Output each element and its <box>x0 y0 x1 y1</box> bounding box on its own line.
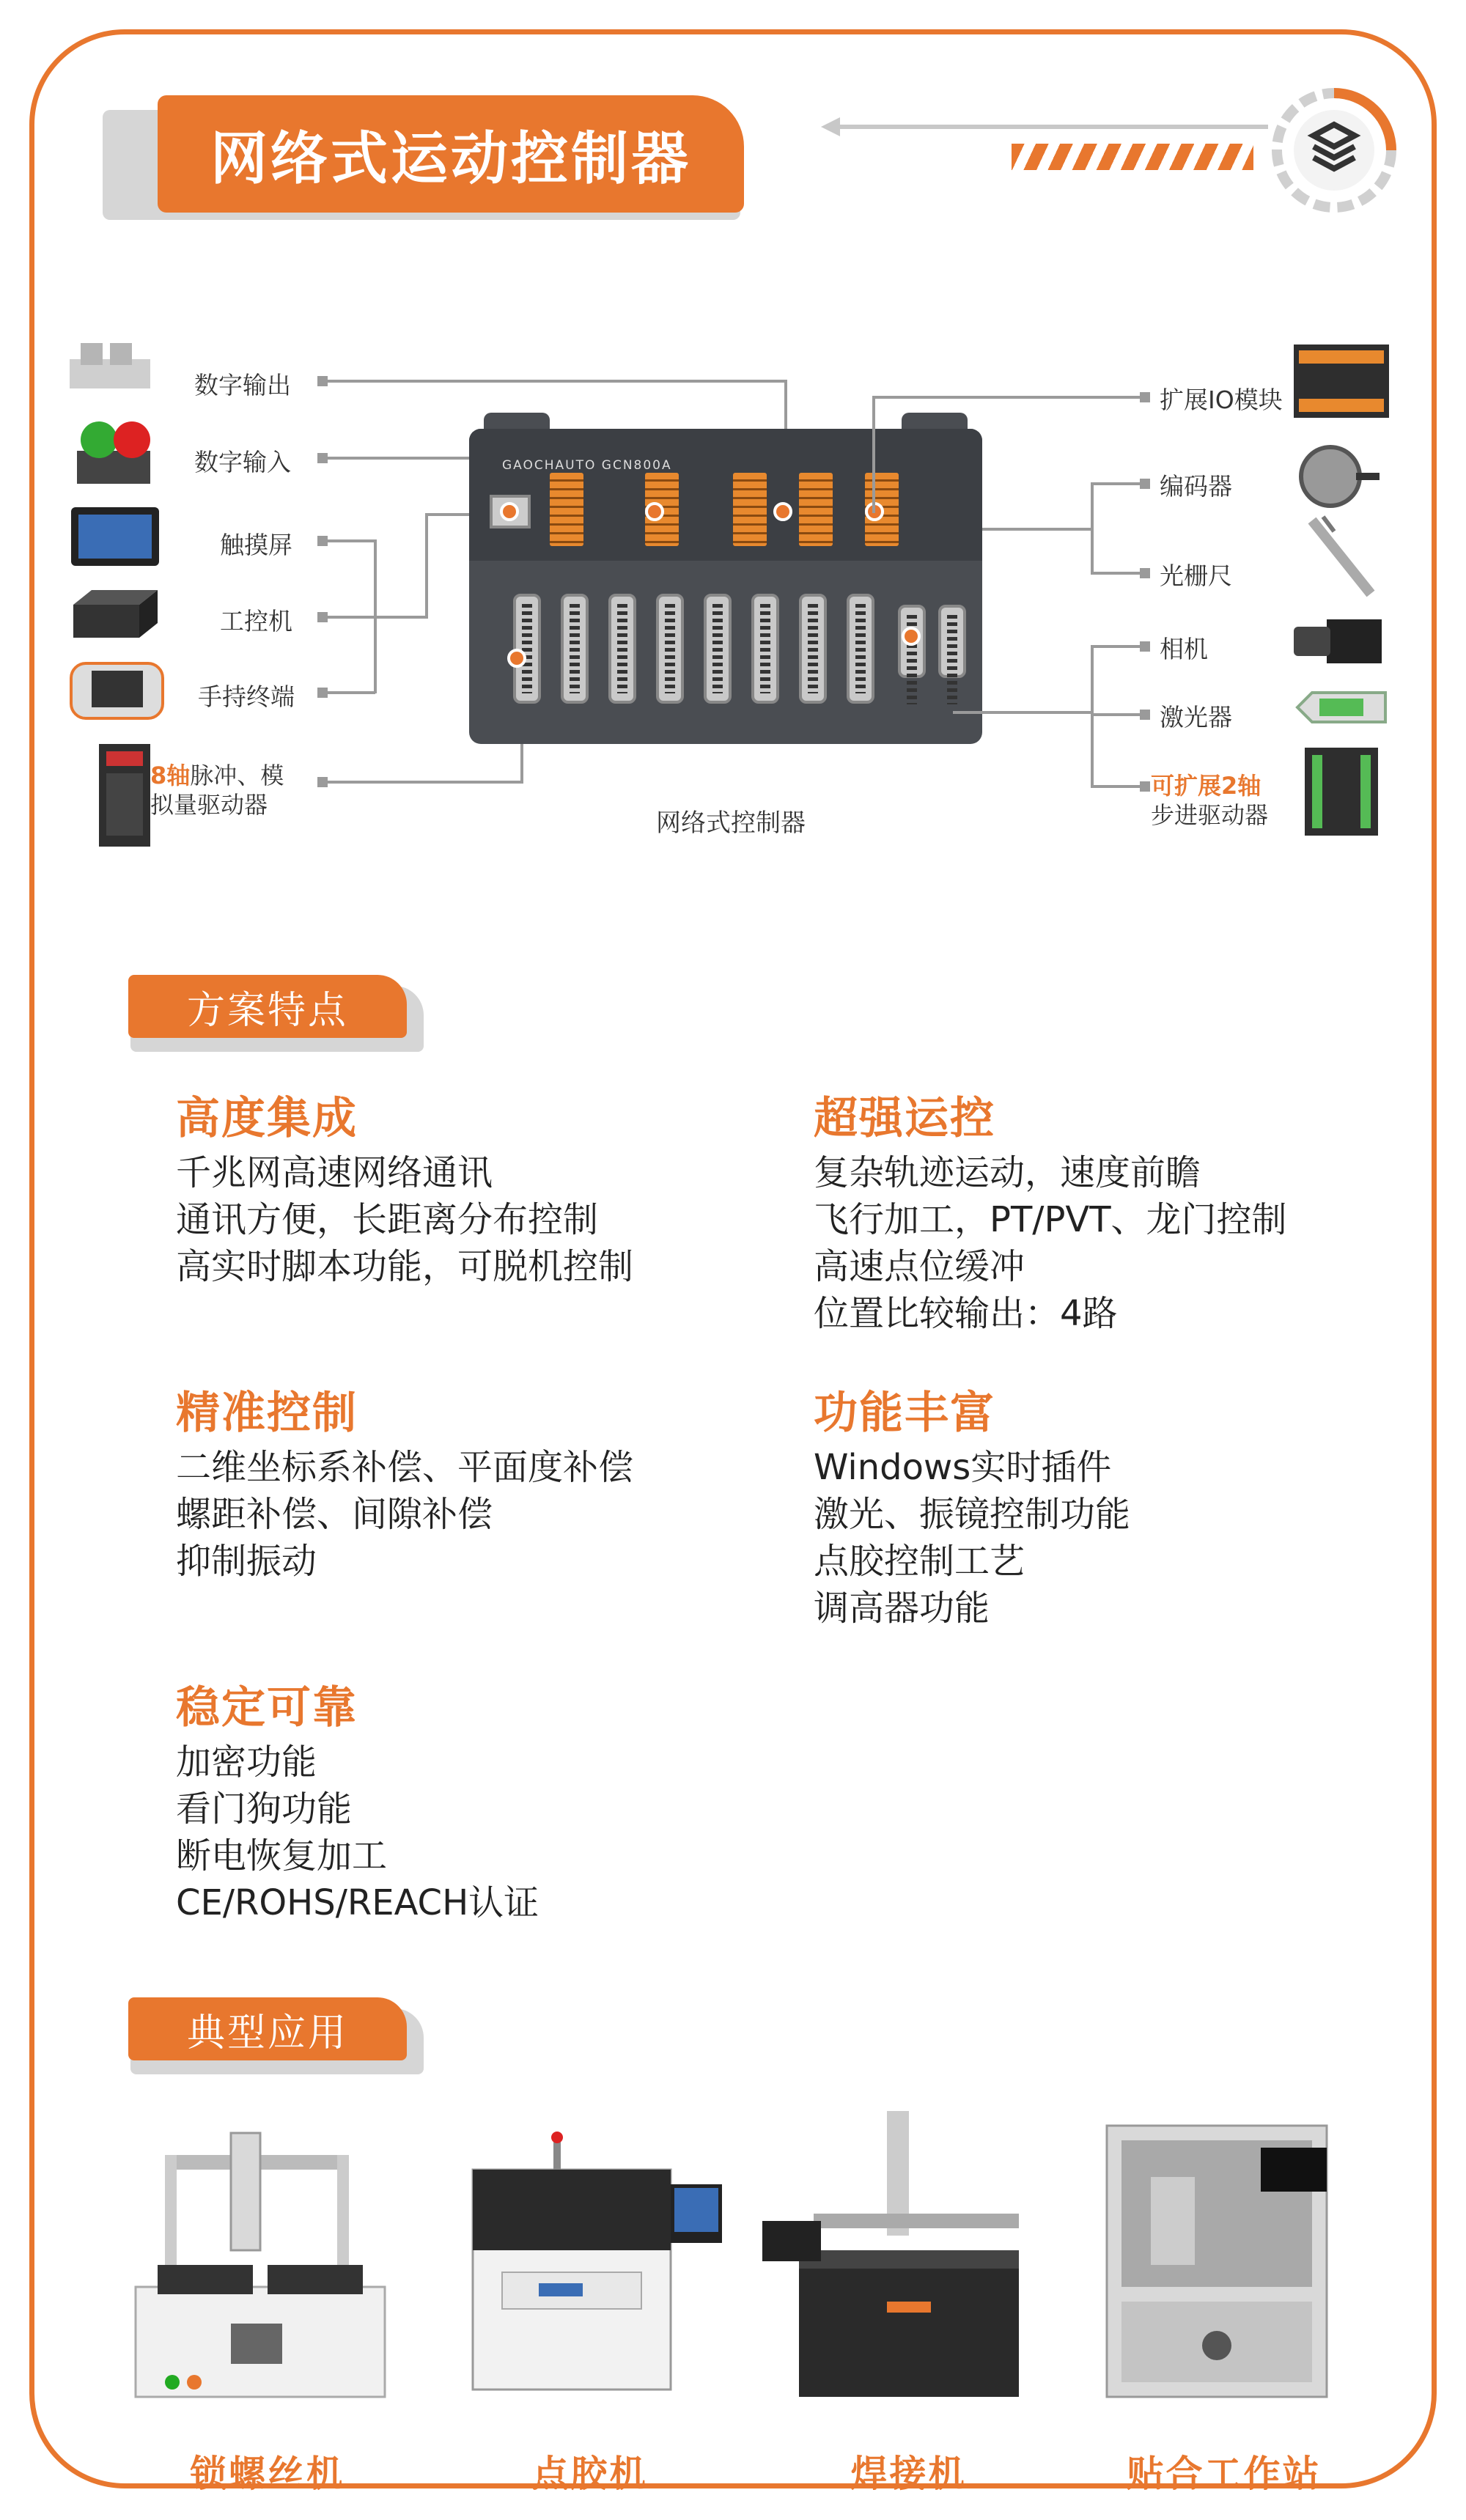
terminal-block <box>733 473 767 546</box>
feature-line: Windows实时插件 <box>814 1447 1112 1488</box>
connector-line <box>872 396 875 513</box>
highlight-dot <box>773 502 792 521</box>
encoder-icon <box>1294 440 1382 513</box>
label-digital-output: 数字输出 <box>194 371 291 399</box>
motor-port <box>656 594 684 704</box>
label-io-module: 扩展IO模块 <box>1160 386 1283 414</box>
label-stepper <box>1151 771 1268 830</box>
feature-block <box>176 1673 539 1926</box>
label-driver <box>150 761 284 819</box>
connector-dot <box>317 688 328 698</box>
connector-line <box>425 513 428 619</box>
connector-line <box>872 396 1143 399</box>
label-handheld: 手持终端 <box>198 682 295 711</box>
extra-port <box>938 605 966 678</box>
highlight-dot <box>507 649 526 668</box>
connector-line <box>328 380 786 383</box>
connector-dot <box>1140 392 1150 402</box>
page-title: 网络式运动控制器 <box>158 95 744 213</box>
grating-scale-icon <box>1301 513 1382 601</box>
dispenser-machine-icon <box>436 2111 744 2419</box>
feature-line: 通讯方便，长距离分布控制 <box>176 1199 599 1240</box>
connector-dot <box>1140 479 1150 489</box>
feature-block <box>814 1378 1130 1632</box>
laminating-station-icon <box>1070 2111 1378 2419</box>
label-encoder: 编码器 <box>1160 472 1232 501</box>
connector-dot <box>1140 781 1150 792</box>
highlight-dot <box>500 502 519 521</box>
motor-port <box>704 594 732 704</box>
application-item <box>755 2111 1063 2495</box>
feature-line: 复杂轨迹运动，速度前瞻 <box>814 1152 1201 1193</box>
terminal-block <box>550 473 583 546</box>
connector-line <box>1091 645 1143 648</box>
connector-dot <box>1140 710 1150 720</box>
feature-block <box>176 1378 633 1585</box>
driver-desc-1: 脉冲、模 <box>190 762 284 789</box>
feature-block <box>176 1083 633 1290</box>
connector-dot <box>317 777 328 787</box>
feature-title: 功能丰富 <box>814 1388 995 1439</box>
driver-axis-count: 8轴 <box>150 762 191 789</box>
feature-title: 稳定可靠 <box>176 1682 358 1734</box>
application-item <box>1070 2111 1378 2495</box>
motor-port <box>799 594 827 704</box>
stepper-desc: 步进驱动器 <box>1151 801 1269 829</box>
label-camera: 相机 <box>1160 635 1208 663</box>
section-title-features: 方案特点 <box>128 975 407 1038</box>
connector-line <box>1091 482 1094 574</box>
application-item <box>436 2111 744 2495</box>
feature-line: 点胶控制工艺 <box>814 1541 1025 1582</box>
feature-title: 精准控制 <box>176 1388 358 1439</box>
connector-line <box>328 616 427 619</box>
connector-line <box>328 691 375 694</box>
feature-line: CE/ROHS/REACH认证 <box>176 1882 539 1923</box>
label-ipc: 工控机 <box>220 607 292 635</box>
feature-title: 高度集成 <box>176 1093 358 1144</box>
io-module-icon <box>1290 337 1393 425</box>
feature-line: 抑制振动 <box>176 1541 317 1582</box>
connector-line <box>953 711 1092 714</box>
label-laser: 激光器 <box>1160 703 1232 732</box>
application-item <box>114 2111 421 2495</box>
highlight-dot <box>902 627 921 646</box>
application-label: 焊接机 <box>850 2453 968 2495</box>
section-title-applications: 典型应用 <box>128 1997 407 2060</box>
terminal-block <box>799 473 833 546</box>
connector-line <box>374 539 377 693</box>
application-label: 锁螺丝机 <box>190 2453 345 2495</box>
connector-dot <box>1140 641 1150 652</box>
label-digital-input: 数字输入 <box>194 448 291 476</box>
connector-line <box>1091 713 1143 716</box>
feature-line: 加密功能 <box>176 1742 317 1783</box>
connector-dot <box>317 453 328 463</box>
feature-line: 高实时脚本功能，可脱机控制 <box>176 1246 634 1287</box>
relay-module-icon <box>66 337 154 396</box>
welding-machine-icon <box>755 2111 1063 2419</box>
feature-line: 飞行加工，PT/PVT、龙门控制 <box>814 1199 1287 1240</box>
feature-line: 位置比较输出：4路 <box>814 1293 1118 1334</box>
feature-line: 断电恢复加工 <box>176 1835 388 1876</box>
handheld-terminal-icon <box>70 660 165 722</box>
application-label: 点胶机 <box>531 2453 649 2495</box>
camera-icon <box>1290 612 1385 671</box>
feature-line: 千兆网高速网络通讯 <box>176 1152 493 1193</box>
feature-line: 高速点位缓冲 <box>814 1246 1025 1287</box>
servo-driver-icon <box>95 740 154 850</box>
connector-dot <box>317 536 328 546</box>
screw-machine-icon <box>114 2111 421 2419</box>
motor-port <box>608 594 636 704</box>
connector-line <box>328 539 375 542</box>
connector-line <box>1091 645 1094 788</box>
feature-line: 二维坐标系补偿、平面度补偿 <box>176 1447 634 1488</box>
controller-top-panel <box>469 429 982 561</box>
connector-line <box>328 781 522 784</box>
touchscreen-icon <box>70 506 161 568</box>
connection-diagram <box>0 0 1466 880</box>
connector-line <box>982 528 1092 531</box>
controller-brand: GAOCHAUTO GCN800A <box>502 458 672 473</box>
diagram-caption: 网络式控制器 <box>656 808 806 838</box>
motor-port <box>847 594 874 704</box>
motion-controller-device <box>469 429 982 744</box>
feature-line: 螺距补偿、间隙补偿 <box>176 1494 493 1535</box>
connector-line <box>1091 785 1143 788</box>
feature-line: 激光、振镜控制功能 <box>814 1494 1131 1535</box>
connector-dot <box>317 612 328 622</box>
application-label: 贴合工作站 <box>1127 2453 1322 2495</box>
highlight-dot <box>645 502 664 521</box>
connector-dot <box>317 376 328 386</box>
motor-port <box>751 594 779 704</box>
feature-line: 看门狗功能 <box>176 1788 353 1830</box>
label-grating: 光栅尺 <box>1160 561 1232 590</box>
motor-port <box>561 594 589 704</box>
label-touchscreen: 触摸屏 <box>220 531 292 559</box>
stepper-driver-icon <box>1297 744 1385 839</box>
industrial-pc-icon <box>70 583 161 645</box>
connector-line <box>1091 482 1143 485</box>
feature-title: 超强运控 <box>814 1093 995 1144</box>
laser-icon <box>1290 678 1393 737</box>
feature-line: 调高器功能 <box>814 1588 990 1629</box>
push-button-icon <box>73 418 154 487</box>
driver-desc-2: 拟量驱动器 <box>150 791 268 819</box>
stepper-axis-count: 可扩展2轴 <box>1151 772 1261 800</box>
connector-dot <box>1140 568 1150 578</box>
connector-line <box>1091 572 1143 575</box>
feature-block <box>814 1083 1287 1337</box>
